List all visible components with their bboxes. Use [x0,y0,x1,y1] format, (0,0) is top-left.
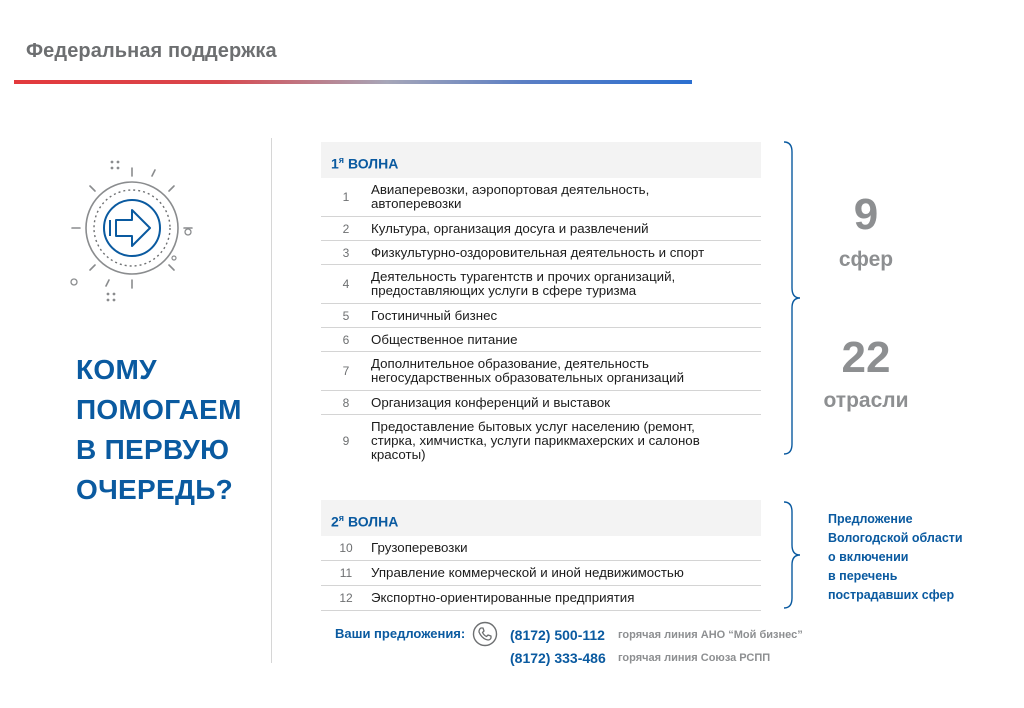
wave-1-header [321,142,761,178]
row-number: 10 [339,541,353,555]
proposal-line: о включении [828,550,909,564]
row-text: Авиаперевозки, аэропортовая деятельность, автоперевозки [371,182,650,211]
wave-1-table [321,142,761,467]
proposal-line: пострадавших сфер [828,588,955,602]
wave-1-sup: я [338,155,345,165]
table-row [321,328,761,352]
table-row [321,561,761,586]
table-row [321,415,761,467]
wave-2-header [321,500,761,536]
question-line: ОЧЕРЕДЬ? [76,474,234,505]
phone-1[interactable]: (8172) 500-112 [510,627,605,643]
row-text: Экспортно-ориентированные предприятия [371,590,635,605]
branches-count: 22 [841,333,891,382]
question-line: ПОМОГАЕМ [76,394,242,425]
hotline-1-label: горячая линия АНО “Мой бизнес” [618,629,803,641]
table-row [321,265,761,304]
question-heading [76,350,266,510]
table-row [321,536,761,561]
table-row [321,178,761,217]
table-row [321,304,761,328]
wave-1-word: ВОЛНА [344,155,399,172]
spheres-label: сфер [838,248,894,271]
row-number: 12 [339,591,353,605]
wave-2-sup: я [338,513,345,523]
table-row [321,391,761,415]
row-text: Культура, организация досуга и развлечений [371,220,649,236]
row-text: Грузоперевозки [371,540,468,555]
row-number: 6 [342,332,350,347]
row-text: Гостиничный бизнес [371,307,498,323]
row-text: Предоставление бытовых услуг населению (ремонт, стирка, химчистка, услуги парикмахерских и салонов красоты) [371,419,700,462]
table-row [321,217,761,241]
spheres-count: 9 [853,190,879,239]
question-line: В ПЕРВУЮ [76,434,230,465]
wave-2-word: ВОЛНА [344,513,399,530]
wave-2-brace [782,500,804,610]
proposal-note [828,510,1008,605]
wave-2-table [321,500,761,611]
phone-icon [472,621,498,647]
wave-2-number: 2 [331,513,339,530]
row-number: 1 [342,190,350,204]
contacts-label: Ваши предложения: [335,626,466,641]
vertical-divider [271,138,272,663]
row-number: 7 [342,364,350,378]
hotline-2-label: горячая линия Союза РСПП [618,652,771,664]
row-number: 9 [342,434,350,448]
wave-1-number: 1 [331,155,339,172]
branches-label: отрасли [823,389,909,412]
row-number: 4 [342,277,350,291]
header-gradient-bar [14,80,692,84]
arrow-circle-icon [62,148,202,308]
proposal-line: в перечень [828,569,898,583]
proposal-line: Предложение [828,512,913,526]
table-row [321,352,761,391]
row-text: Дополнительное образование, деятельность негосударственных образовательных организаций [371,356,685,385]
page-title: Федеральная поддержка [26,40,277,62]
proposal-line: Вологодской области [828,531,963,545]
table-row [321,241,761,265]
row-number: 8 [342,395,350,410]
wave-1-brace [782,140,804,456]
row-text: Управление коммерческой и иной недвижимостью [371,565,684,580]
question-line: КОМУ [76,354,157,385]
table-row [321,586,761,611]
row-number: 2 [342,221,350,236]
row-text: Общественное питание [371,331,518,347]
row-number: 3 [342,245,350,260]
row-text: Физкультурно-оздоровительная деятельность и спорт [371,244,705,260]
phone-2[interactable]: (8172) 333-486 [510,650,606,666]
row-text: Деятельность турагентств и прочих организаций, предоставляющих услуги в сфере туризма [371,269,676,298]
row-number: 5 [342,308,350,323]
row-text: Организация конференций и выставок [371,394,611,410]
row-number: 11 [339,566,353,580]
